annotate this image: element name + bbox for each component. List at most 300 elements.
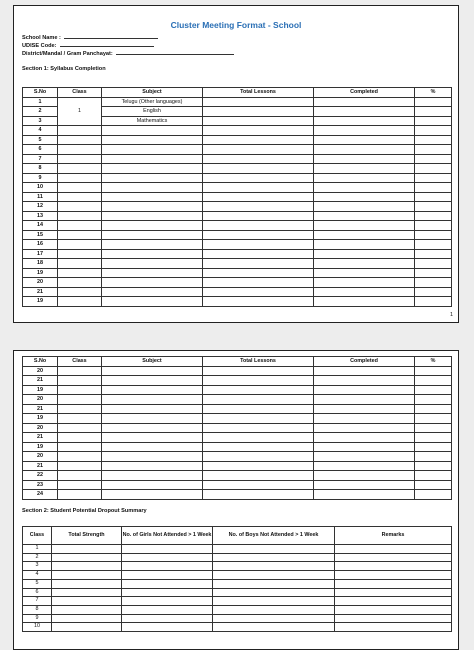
sno-cell: 9 [23, 173, 58, 183]
subject-cell [102, 164, 203, 174]
class-cell: 1 [23, 545, 52, 554]
percent-cell [415, 230, 452, 240]
class-cell: 8 [23, 605, 52, 614]
column-header: % [415, 88, 452, 98]
percent-cell [415, 414, 452, 424]
remarks-cell [335, 588, 452, 597]
class-cell [58, 287, 102, 297]
sno-cell: 17 [23, 249, 58, 259]
total-lessons-cell [203, 423, 314, 433]
subject-cell [102, 461, 203, 471]
total-lessons-cell [203, 97, 314, 107]
total-lessons-cell [203, 202, 314, 212]
class-cell [58, 297, 102, 307]
completed-cell [314, 173, 415, 183]
column-header: Class [58, 88, 102, 98]
completed-cell [314, 442, 415, 452]
sno-cell: 21 [23, 433, 58, 443]
sno-cell: 4 [23, 126, 58, 136]
girls-not-attended-cell [122, 562, 213, 571]
table-row [23, 230, 452, 240]
class-cell [58, 278, 102, 288]
sno-cell: 15 [23, 230, 58, 240]
class-cell [58, 202, 102, 212]
dropout-header-row [23, 527, 452, 545]
percent-cell [415, 490, 452, 500]
sno-cell: 19 [23, 442, 58, 452]
completed-cell [314, 154, 415, 164]
subject-cell [102, 278, 203, 288]
class-cell: 9 [23, 614, 52, 623]
table-row [23, 240, 452, 250]
subject-cell [102, 221, 203, 231]
sno-cell: 18 [23, 259, 58, 269]
percent-cell [415, 202, 452, 212]
completed-cell [314, 297, 415, 307]
sno-cell: 22 [23, 471, 58, 481]
completed-cell [314, 107, 415, 117]
table-row [23, 490, 452, 500]
completed-cell [314, 385, 415, 395]
class-cell [58, 404, 102, 414]
completed-cell [314, 202, 415, 212]
class-cell [58, 135, 102, 145]
total-lessons-cell [203, 116, 314, 126]
column-header: Total Lessons [203, 88, 314, 98]
subject-cell [102, 404, 203, 414]
syllabus-table-continued [22, 356, 452, 500]
table-row [23, 202, 452, 212]
subject-cell [102, 135, 203, 145]
subject-cell [102, 423, 203, 433]
completed-cell [314, 259, 415, 269]
class-cell [58, 414, 102, 424]
sno-cell: 24 [23, 490, 58, 500]
table-row [23, 579, 452, 588]
subject-cell [102, 192, 203, 202]
column-header: No. of Girls Not Attended > 1 Week [122, 527, 213, 545]
class-cell [58, 259, 102, 269]
column-header: Subject [102, 357, 203, 367]
subject-cell [102, 145, 203, 155]
total-lessons-cell [203, 164, 314, 174]
sno-cell: 20 [23, 395, 58, 405]
table-row [23, 605, 452, 614]
class-cell [58, 126, 102, 136]
table-row [23, 553, 452, 562]
boys-not-attended-cell [213, 605, 335, 614]
total-strength-cell [52, 623, 122, 632]
total-lessons-cell [203, 126, 314, 136]
table-row [23, 545, 452, 554]
percent-cell [415, 297, 452, 307]
completed-cell [314, 278, 415, 288]
girls-not-attended-cell [122, 579, 213, 588]
completed-cell [314, 423, 415, 433]
girls-not-attended-cell [122, 545, 213, 554]
percent-cell [415, 135, 452, 145]
subject-cell [102, 433, 203, 443]
table-row [23, 452, 452, 462]
page-number: 1 [449, 312, 453, 318]
class-cell [58, 173, 102, 183]
completed-cell [314, 249, 415, 259]
total-strength-cell [52, 562, 122, 571]
subject-cell [102, 471, 203, 481]
sno-cell: 5 [23, 135, 58, 145]
total-lessons-cell [203, 278, 314, 288]
table-row [23, 433, 452, 443]
table-row [23, 211, 452, 221]
school-name-field [22, 33, 158, 41]
dropout-table [22, 526, 452, 632]
total-lessons-cell [203, 240, 314, 250]
sno-cell: 20 [23, 366, 58, 376]
percent-cell [415, 287, 452, 297]
sno-cell: 20 [23, 278, 58, 288]
sno-cell: 20 [23, 423, 58, 433]
class-cell: 5 [23, 579, 52, 588]
table-row [23, 614, 452, 623]
subject-cell [102, 230, 203, 240]
percent-cell [415, 366, 452, 376]
total-strength-cell [52, 605, 122, 614]
page-1 [13, 5, 459, 323]
section-2-title: Section 2: Student Potential Dropout Summary [22, 508, 147, 514]
table-row [23, 278, 452, 288]
girls-not-attended-cell [122, 588, 213, 597]
column-header: Subject [102, 88, 203, 98]
girls-not-attended-cell [122, 553, 213, 562]
sno-cell: 13 [23, 211, 58, 221]
total-lessons-cell [203, 385, 314, 395]
column-header: No. of Boys Not Attended > 1 Week [213, 527, 335, 545]
table-row [23, 414, 452, 424]
class-cell: 10 [23, 623, 52, 632]
boys-not-attended-cell [213, 571, 335, 580]
total-lessons-cell [203, 173, 314, 183]
subject-cell [102, 202, 203, 212]
table-row [23, 268, 452, 278]
table-row [23, 249, 452, 259]
column-header: Total Strength [52, 527, 122, 545]
boys-not-attended-cell [213, 623, 335, 632]
table-row [23, 623, 452, 632]
table-row [23, 192, 452, 202]
subject-cell: English [102, 107, 203, 117]
percent-cell [415, 395, 452, 405]
percent-cell [415, 183, 452, 193]
class-cell [58, 192, 102, 202]
subject-cell [102, 366, 203, 376]
percent-cell [415, 480, 452, 490]
syllabus-table [22, 87, 452, 307]
class-cell [58, 376, 102, 386]
subject-cell [102, 173, 203, 183]
percent-cell [415, 278, 452, 288]
total-lessons-cell [203, 452, 314, 462]
syllabus-header-row [23, 88, 452, 98]
percent-cell [415, 433, 452, 443]
school-name-line [64, 33, 158, 39]
percent-cell [415, 376, 452, 386]
table-row [23, 461, 452, 471]
completed-cell [314, 414, 415, 424]
percent-cell [415, 116, 452, 126]
percent-cell [415, 404, 452, 414]
sno-cell: 10 [23, 183, 58, 193]
page-2 [13, 350, 459, 650]
total-lessons-cell [203, 414, 314, 424]
class-cell: 7 [23, 597, 52, 606]
boys-not-attended-cell [213, 545, 335, 554]
completed-cell [314, 480, 415, 490]
table-row [23, 471, 452, 481]
completed-cell [314, 230, 415, 240]
class-cell [58, 211, 102, 221]
completed-cell [314, 240, 415, 250]
table-row [23, 366, 452, 376]
completed-cell [314, 490, 415, 500]
total-lessons-cell [203, 107, 314, 117]
class-cell [58, 471, 102, 481]
class-cell: 3 [23, 562, 52, 571]
boys-not-attended-cell [213, 614, 335, 623]
remarks-cell [335, 553, 452, 562]
girls-not-attended-cell [122, 605, 213, 614]
completed-cell [314, 126, 415, 136]
boys-not-attended-cell [213, 588, 335, 597]
total-lessons-cell [203, 259, 314, 269]
total-strength-cell [52, 588, 122, 597]
total-lessons-cell [203, 268, 314, 278]
udise-code-line [60, 41, 154, 47]
total-lessons-cell [203, 221, 314, 231]
sno-cell: 19 [23, 385, 58, 395]
completed-cell [314, 452, 415, 462]
sno-cell: 11 [23, 192, 58, 202]
percent-cell [415, 97, 452, 107]
table-row [23, 423, 452, 433]
table-row [23, 145, 452, 155]
subject-cell [102, 395, 203, 405]
table-row [23, 135, 452, 145]
subject-cell: Mathematics [102, 116, 203, 126]
boys-not-attended-cell [213, 562, 335, 571]
percent-cell [415, 240, 452, 250]
class-cell [58, 164, 102, 174]
class-cell [58, 145, 102, 155]
completed-cell [314, 433, 415, 443]
sno-cell: 6 [23, 145, 58, 155]
sno-cell: 14 [23, 221, 58, 231]
column-header: Remarks [335, 527, 452, 545]
column-header: Class [58, 357, 102, 367]
sno-cell: 3 [23, 116, 58, 126]
total-strength-cell [52, 545, 122, 554]
class-cell [58, 490, 102, 500]
district-line [116, 49, 234, 55]
class-cell [58, 154, 102, 164]
class-cell [58, 480, 102, 490]
girls-not-attended-cell [122, 614, 213, 623]
percent-cell [415, 461, 452, 471]
subject-cell [102, 287, 203, 297]
total-lessons-cell [203, 433, 314, 443]
class-cell [58, 433, 102, 443]
column-header: Class [23, 527, 52, 545]
table-row [23, 588, 452, 597]
total-lessons-cell [203, 395, 314, 405]
percent-cell [415, 442, 452, 452]
completed-cell [314, 97, 415, 107]
total-strength-cell [52, 597, 122, 606]
sno-cell: 8 [23, 164, 58, 174]
sno-cell: 20 [23, 452, 58, 462]
total-lessons-cell [203, 211, 314, 221]
district-field [22, 49, 234, 57]
subject-cell [102, 376, 203, 386]
total-lessons-cell [203, 376, 314, 386]
completed-cell [314, 268, 415, 278]
sno-cell: 21 [23, 461, 58, 471]
total-lessons-cell [203, 145, 314, 155]
class-cell [58, 366, 102, 376]
sno-cell: 21 [23, 404, 58, 414]
total-lessons-cell [203, 471, 314, 481]
table-row [23, 173, 452, 183]
table-row [23, 221, 452, 231]
completed-cell [314, 461, 415, 471]
completed-cell [314, 145, 415, 155]
completed-cell [314, 192, 415, 202]
completed-cell [314, 221, 415, 231]
total-lessons-cell [203, 461, 314, 471]
total-strength-cell [52, 571, 122, 580]
completed-cell [314, 211, 415, 221]
remarks-cell [335, 614, 452, 623]
class-cell [58, 461, 102, 471]
boys-not-attended-cell [213, 553, 335, 562]
table-row [23, 597, 452, 606]
subject-cell [102, 268, 203, 278]
table-row [23, 442, 452, 452]
class-cell [58, 249, 102, 259]
subject-cell [102, 154, 203, 164]
total-lessons-cell [203, 230, 314, 240]
class-cell: 1 [58, 97, 102, 126]
udise-code-field [22, 41, 154, 49]
sno-cell: 7 [23, 154, 58, 164]
subject-cell [102, 183, 203, 193]
total-lessons-cell [203, 297, 314, 307]
class-cell: 4 [23, 571, 52, 580]
table-row [23, 385, 452, 395]
class-cell [58, 385, 102, 395]
total-lessons-cell [203, 192, 314, 202]
total-lessons-cell [203, 287, 314, 297]
sno-cell: 19 [23, 297, 58, 307]
percent-cell [415, 107, 452, 117]
class-cell [58, 442, 102, 452]
percent-cell [415, 268, 452, 278]
completed-cell [314, 183, 415, 193]
percent-cell [415, 192, 452, 202]
completed-cell [314, 376, 415, 386]
class-cell: 6 [23, 588, 52, 597]
subject-cell [102, 249, 203, 259]
remarks-cell [335, 545, 452, 554]
total-lessons-cell [203, 183, 314, 193]
subject-cell [102, 480, 203, 490]
class-cell [58, 240, 102, 250]
table-row [23, 259, 452, 269]
table-row [23, 164, 452, 174]
subject-cell: Telugu (Other languages) [102, 97, 203, 107]
class-cell: 2 [23, 553, 52, 562]
subject-cell [102, 240, 203, 250]
subject-cell [102, 490, 203, 500]
table-row [23, 404, 452, 414]
completed-cell [314, 116, 415, 126]
column-header: Completed [314, 357, 415, 367]
percent-cell [415, 249, 452, 259]
percent-cell [415, 145, 452, 155]
remarks-cell [335, 562, 452, 571]
column-header: S.No [23, 88, 58, 98]
percent-cell [415, 126, 452, 136]
sno-cell: 12 [23, 202, 58, 212]
sno-cell: 1 [23, 97, 58, 107]
subject-cell [102, 442, 203, 452]
total-strength-cell [52, 553, 122, 562]
table-row [23, 571, 452, 580]
percent-cell [415, 385, 452, 395]
total-lessons-cell [203, 249, 314, 259]
class-cell [58, 423, 102, 433]
sno-cell: 19 [23, 414, 58, 424]
sno-cell: 21 [23, 376, 58, 386]
subject-cell [102, 211, 203, 221]
girls-not-attended-cell [122, 571, 213, 580]
remarks-cell [335, 571, 452, 580]
percent-cell [415, 154, 452, 164]
remarks-cell [335, 605, 452, 614]
sno-cell: 2 [23, 107, 58, 117]
sno-cell: 21 [23, 287, 58, 297]
class-cell [58, 183, 102, 193]
column-header: % [415, 357, 452, 367]
class-cell [58, 395, 102, 405]
subject-cell [102, 452, 203, 462]
subject-cell [102, 385, 203, 395]
table-row [23, 183, 452, 193]
total-lessons-cell [203, 490, 314, 500]
class-cell [58, 452, 102, 462]
school-name-label: School Name : [22, 35, 61, 41]
remarks-cell [335, 597, 452, 606]
class-cell [58, 221, 102, 231]
percent-cell [415, 471, 452, 481]
total-strength-cell [52, 579, 122, 588]
column-header: Total Lessons [203, 357, 314, 367]
table-row [23, 97, 452, 107]
total-strength-cell [52, 614, 122, 623]
completed-cell [314, 164, 415, 174]
percent-cell [415, 164, 452, 174]
completed-cell [314, 404, 415, 414]
percent-cell [415, 423, 452, 433]
